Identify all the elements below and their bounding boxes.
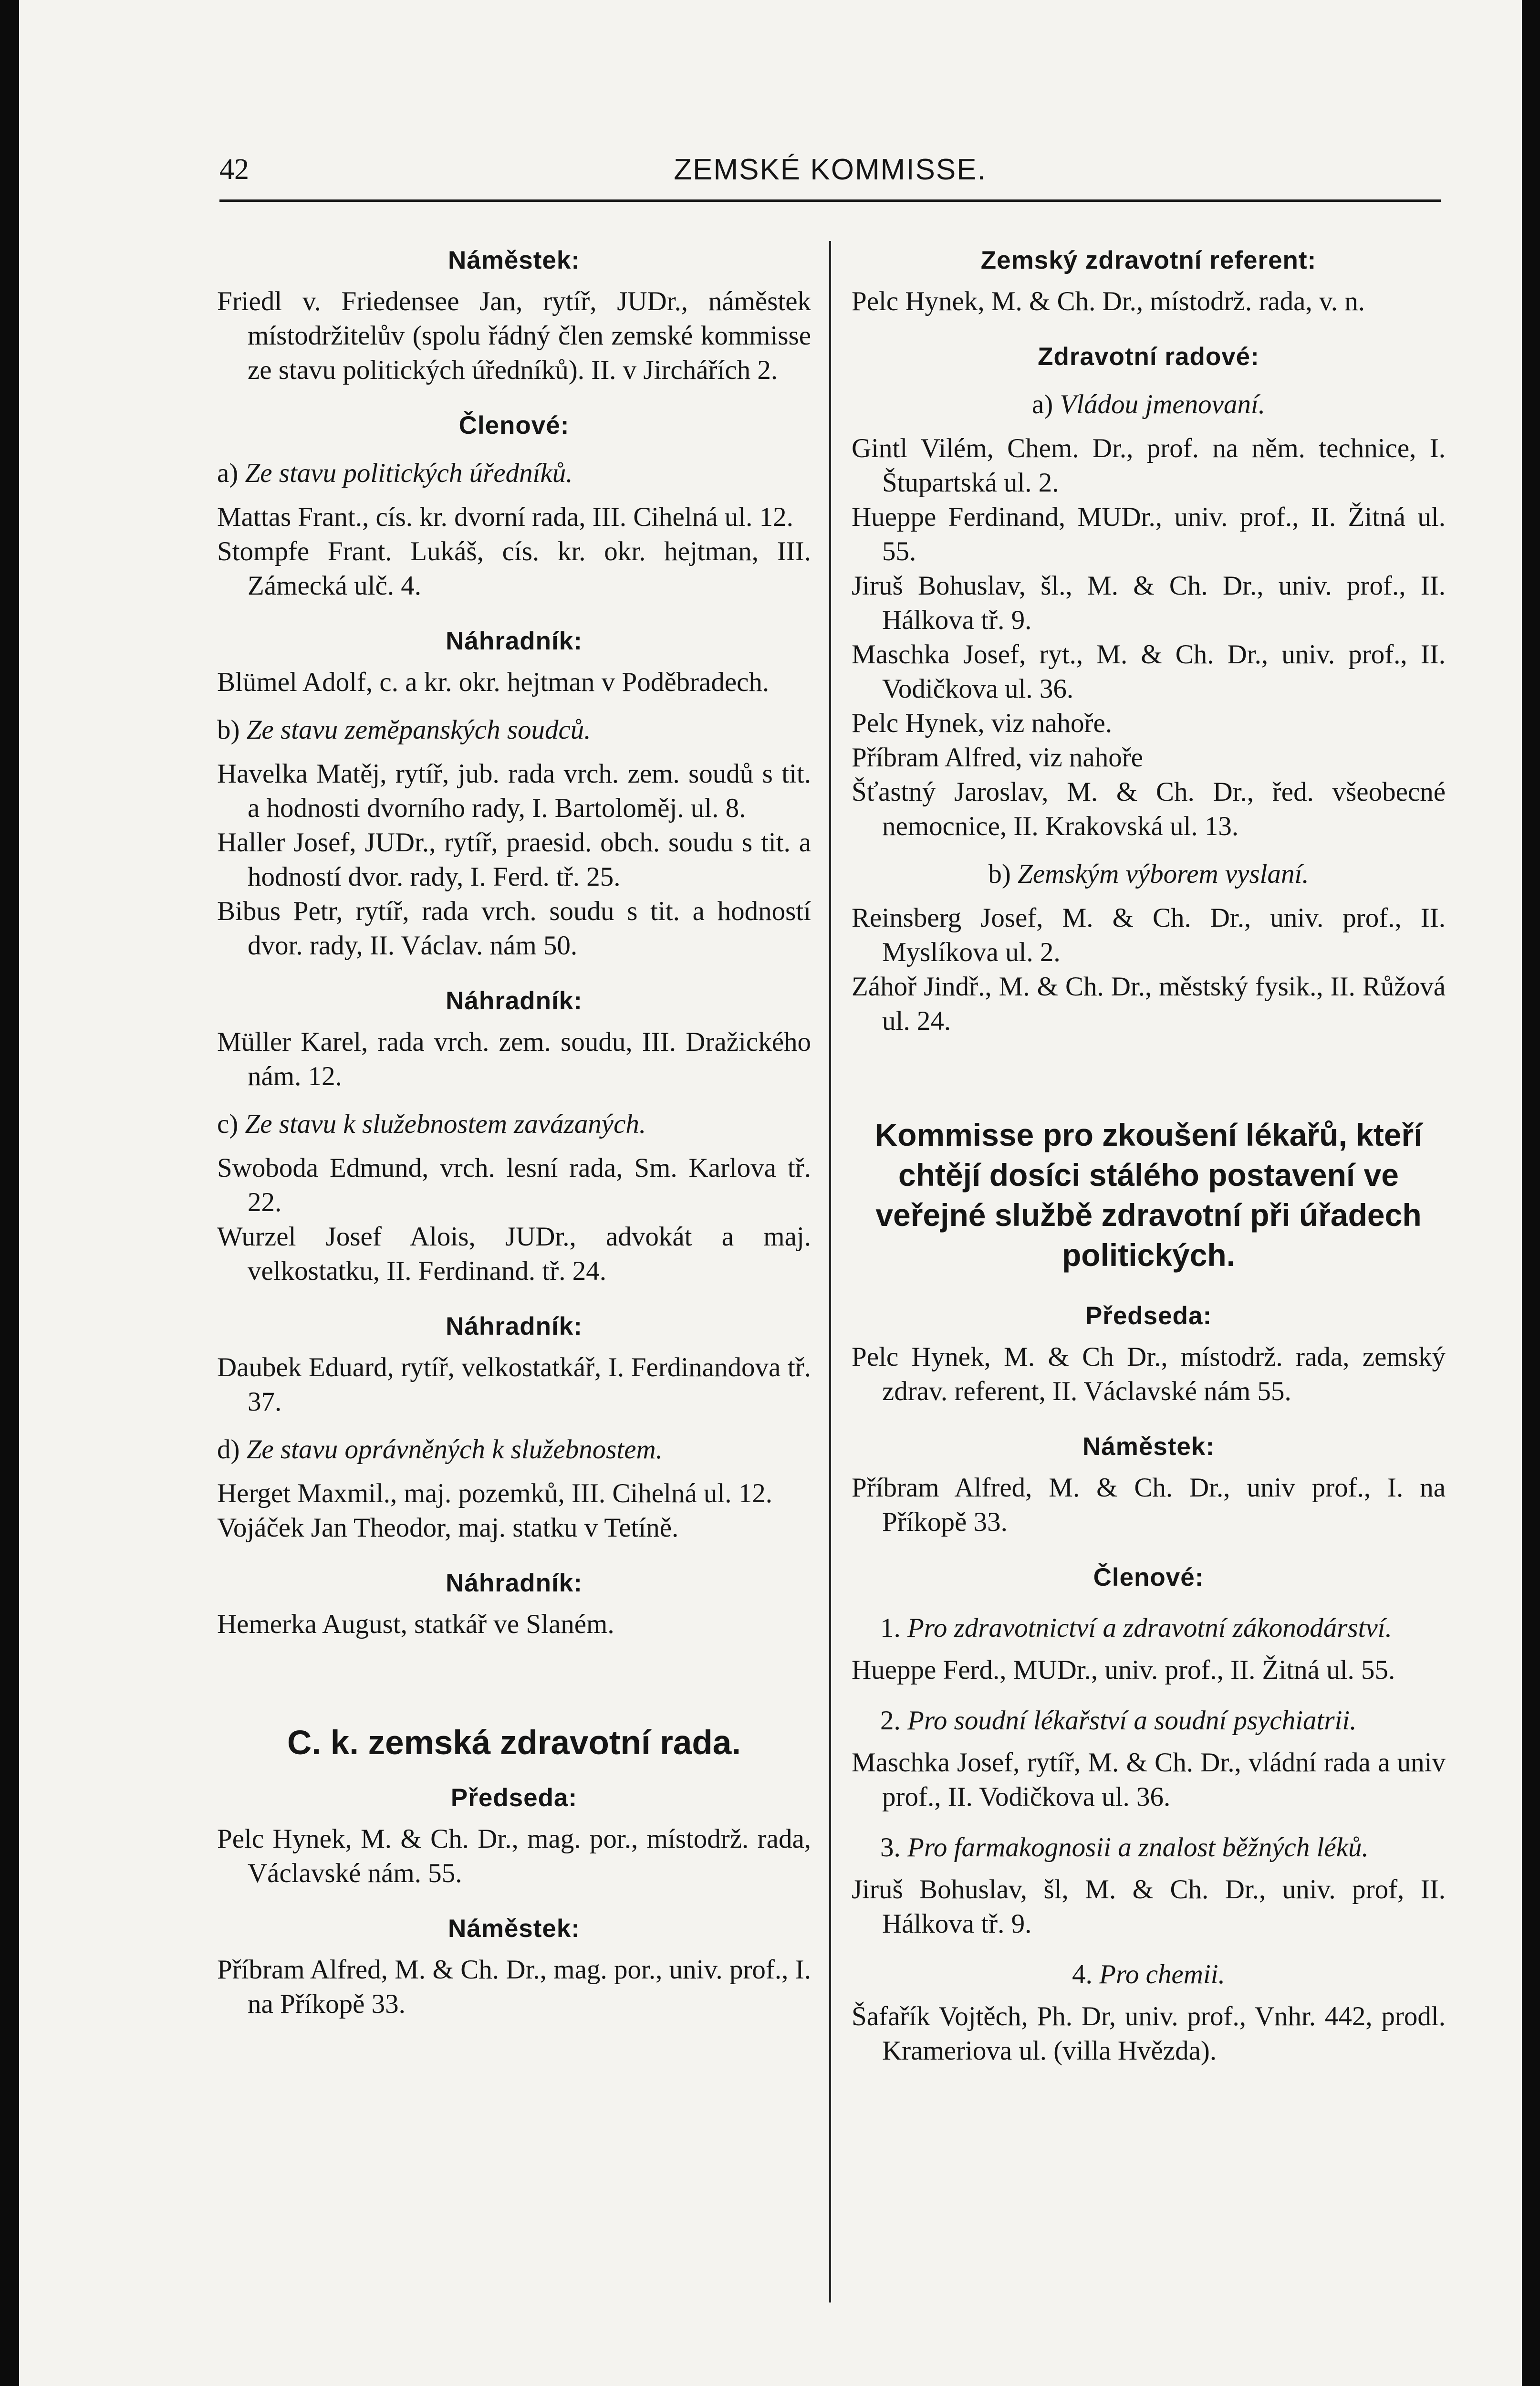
entry-swoboda: Swoboda Edmund, vrch. lesní rada, Sm. Karlova tř. 22. [217,1153,811,1217]
entry-herget: Herget Maxmil., maj. pozemků, III. Cihelná ul. 12. [217,1478,773,1508]
category-b-label: b) [217,715,240,745]
entry-pribram-viz: Příbram Alfred, viz nahoře [852,743,1143,773]
nahradnik-heading: Náhradník: [446,627,583,655]
entry-jirus: Jiruš Bohuslav, šl, M. & Ch. Dr., univ. prof, II. Hálkova tř. 9. [852,1874,1446,1939]
entry-vojacek: Vojáček Jan Theodor, maj. statku v Tetíně. [217,1513,679,1543]
category-c-title: Ze stavu k služebnostem zavázaných. [245,1109,646,1139]
section-title-kommisse: Kommisse pro zkoušení lékařů, kteří chtějí dosíci stálého postavení ve veřejné službě zdravotní při úřadech politických. [874,1117,1423,1273]
entry-blumel: Blümel Adolf, c. a kr. okr. hejtman v Poděbradech. [217,667,770,697]
category-a-label: a) [1031,389,1053,419]
referent-heading: Zemský zdravotní referent: [980,246,1317,274]
entry-pelc-referent: Pelc Hynek, M. & Ch. Dr., místodrž. rada, v. n. [852,286,1365,316]
category-1-title: Pro zdravotnictví a zdravotní zákonodárství. [907,1613,1392,1643]
entry-pribram-namestek: Příbram Alfred, M. & Ch. Dr., mag. por., univ. prof., I. na Příkopě 33. [217,1955,811,2019]
column-divider [829,241,831,2302]
entry-daubek: Daubek Eduard, rytíř, velkostatkář, I. Ferdinandova tř. 37. [217,1352,811,1417]
entry-muller: Müller Karel, rada vrch. zem. soudu, III. Dražického nám. 12. [217,1027,811,1091]
category-b-title: Ze stavu zemĕpanských soudců. [246,715,591,745]
category-a [217,456,811,491]
category-4-label: 4. [1072,1959,1093,1989]
nahradnik-heading: Náhradník: [446,1312,583,1340]
category-3-label: 3. [880,1832,901,1863]
radove-heading: Zdravotní radové: [1038,343,1259,371]
entry-havelka: Havelka Matěj, rytíř, jub. rada vrch. zem. soudů s tit. a hodnosti dvorního rady, I. Bartoloměj. ul. 8. [217,759,811,823]
entry-maschka: Maschka Josef, rytíř, M. & Ch. Dr., vládní rada a univ prof., II. Vodičkova ul. 36. [852,1748,1446,1812]
category-b [852,857,1446,891]
running-title: ZEMSKÉ KOMMISSE. [674,153,987,186]
entry-stastny: Šťastný Jaroslav, M. & Ch. Dr., řed. všeobecné nemocnice, II. Krakovská ul. 13. [852,777,1446,841]
entry-pelc-predseda: Pelc Hynek, M. & Ch Dr., místodrž. rada, zemský zdrav. referent, II. Václavské nám 55. [852,1342,1446,1406]
category-4 [852,1957,1446,1992]
category-c [217,1107,811,1141]
entry-mattas: Mattas Frant., cís. kr. dvorní rada, III. Cihelná ul. 12. [217,502,793,532]
category-4-title: Pro chemii. [1099,1959,1225,1989]
entry-gintl: Gintl Vilém, Chem. Dr., prof. na něm. technice, I. Štupartská ul. 2. [852,433,1446,498]
page-header [219,143,1441,200]
category-b [217,713,811,747]
entry-wurzel: Wurzel Josef Alois, JUDr., advokát a maj. velkostatku, II. Ferdinand. tř. 24. [217,1222,811,1286]
predseda-heading: Předseda: [450,1784,578,1812]
entry-safarik: Šafařík Vojtěch, Ph. Dr, univ. prof., Vnhr. 442, prodl. Krameriova ul. (villa Hvězda). [852,2001,1446,2066]
namestek-heading: Náměstek: [447,246,581,274]
namestek-heading: Náměstek: [1082,1433,1215,1461]
book-page [19,0,1522,2386]
category-1-label: 1. [880,1613,901,1643]
category-b-label: b) [988,859,1011,889]
clenove-heading: Členové: [458,411,570,440]
entry-stompfe: Stompfe Frant. Lukáš, cís. kr. okr. hejtman, III. Zámecká ulč. 4. [217,536,811,601]
section-title-zdravotni-rada: C. k. zemská zdravotní rada. [287,1724,741,1762]
category-1 [852,1611,1446,1645]
entry-hemerka: Hemerka August, statkář ve Slaném. [217,1609,614,1639]
right-column [852,243,1446,2068]
nahradnik-heading: Náhradník: [446,1569,583,1597]
category-d-title: Ze stavu oprávněných k služebnostem. [246,1434,663,1465]
category-3-title: Pro farmakognosii a znalost běžných léků. [907,1832,1369,1863]
category-a-label: a) [217,458,239,488]
entry-friedl: Friedl v. Friedensee Jan, rytíř, JUDr., náměstek místodržitelův (spolu řádný člen zemské kommisse ze stavu politických úředníků). II. v Jirchářích 2. [217,286,811,385]
namestek-heading: Náměstek: [447,1915,581,1943]
entry-pelc-predseda: Pelc Hynek, M. & Ch. Dr., mag. por., místodrž. rada, Václavské nám. 55. [217,1824,811,1888]
category-a-title: Vládou jmenovaní. [1060,389,1266,419]
entry-haller: Haller Josef, JUDr., rytíř, praesid. obch. soudu s tit. a hodností dvor. rady, I. Ferd. tř. 25. [217,827,811,892]
entry-pelc-viz: Pelc Hynek, viz nahoře. [852,708,1113,738]
category-2-title: Pro soudní lékařství a soudní psychiatrii. [907,1706,1357,1736]
category-3 [852,1831,1446,1865]
category-2-label: 2. [880,1706,901,1736]
entry-pribram-namestek: Příbram Alfred, M. & Ch. Dr., univ prof., I. na Příkopě 33. [852,1473,1446,1537]
left-column [217,243,811,2021]
entry-hueppe: Hueppe Ferd., MUDr., univ. prof., II. Žitná ul. 55. [852,1655,1395,1685]
category-b-title: Zemským výborem vyslaní. [1018,859,1309,889]
category-c-label: c) [217,1109,239,1139]
predseda-heading: Předseda: [1085,1302,1212,1330]
category-2 [852,1704,1446,1738]
category-d [217,1433,811,1467]
category-a-title: Ze stavu politických úředníků. [245,458,573,488]
entry-bibus: Bibus Petr, rytíř, rada vrch. soudu s tit. a hodností dvor. rady, II. Václav. nám 50. [217,896,811,961]
entry-hueppe: Hueppe Ferdinand, MUDr., univ. prof., II. Žitná ul. 55. [852,502,1446,566]
header-rule [219,199,1441,202]
entry-reinsberg: Reinsberg Josef, M. & Ch. Dr., univ. prof., II. Myslíkova ul. 2. [852,903,1446,967]
nahradnik-heading: Náhradník: [446,987,583,1015]
category-d-label: d) [217,1434,240,1465]
entry-maschka: Maschka Josef, ryt., M. & Ch. Dr., univ. prof., II. Vodičkova ul. 36. [852,639,1446,704]
entry-jirus: Jiruš Bohuslav, šl., M. & Ch. Dr., univ. prof., II. Hálkova tř. 9. [852,571,1446,635]
category-a [852,387,1446,422]
clenove-heading: Členové: [1093,1563,1204,1591]
entry-zahor: Záhoř Jindř., M. & Ch. Dr., městský fysik., II. Růžová ul. 24. [852,972,1446,1036]
page-number: 42 [219,153,249,186]
